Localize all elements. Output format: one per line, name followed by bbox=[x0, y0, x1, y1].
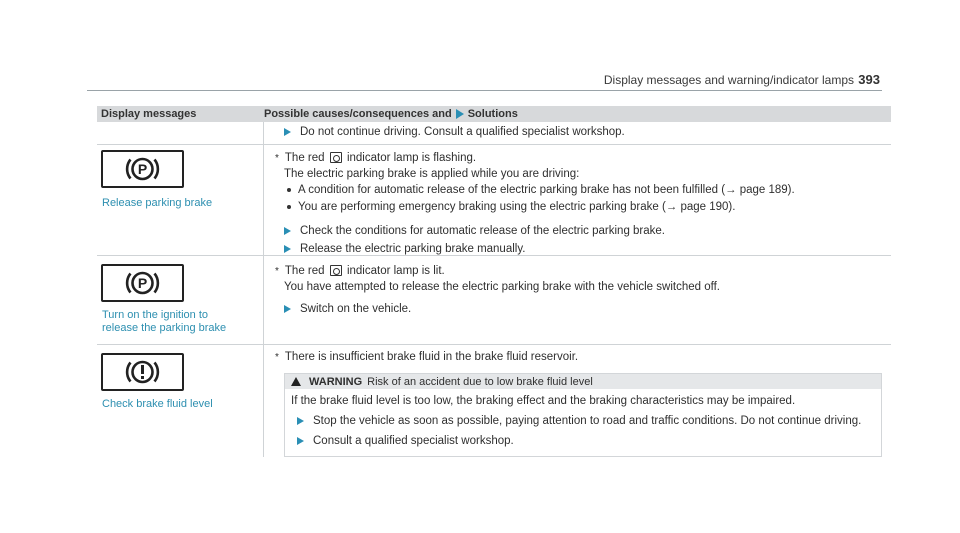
col-header-causes-label: Possible causes/consequences and bbox=[264, 108, 452, 120]
action-item: Check the conditions for automatic release of the electric parking brake. bbox=[284, 225, 665, 237]
warning-subtitle: Risk of an accident due to low brake fluid level bbox=[367, 375, 593, 388]
brake-fluid-exclamation-icon bbox=[101, 353, 184, 391]
table-row bbox=[97, 145, 891, 256]
page-number: 393 bbox=[858, 72, 880, 87]
display-message-cell bbox=[97, 256, 264, 344]
arrow-right-icon bbox=[284, 245, 291, 253]
action-item bbox=[284, 126, 625, 138]
list-item: A condition for automatic release of the electric parking brake has not been fulfilled (→ page 189). bbox=[287, 184, 795, 196]
parking-brake-p-icon bbox=[101, 264, 184, 302]
display-message-caption: release the parking brake bbox=[102, 322, 227, 334]
header-divider bbox=[87, 90, 882, 91]
cause-text: The electric parking brake is applied while you are driving: bbox=[284, 168, 580, 180]
causes-cell bbox=[264, 145, 891, 255]
svg-text:P: P bbox=[137, 161, 148, 177]
table-row bbox=[97, 122, 891, 145]
table-header bbox=[97, 106, 891, 122]
cause-text: * The red indicator lamp is flashing. bbox=[275, 152, 477, 164]
arrow-right-icon bbox=[284, 305, 291, 313]
bullet-dot-icon bbox=[287, 188, 291, 192]
action-item: Release the electric parking brake manually. bbox=[284, 243, 525, 255]
table-row bbox=[97, 256, 891, 345]
warning-box bbox=[284, 373, 882, 457]
action-item: Switch on the vehicle. bbox=[284, 303, 411, 315]
svg-text:P: P bbox=[137, 275, 148, 291]
arrow-right-icon bbox=[284, 227, 291, 235]
col-header-solutions-label: Solutions bbox=[467, 108, 518, 120]
col-header-display-messages: Display messages bbox=[101, 108, 197, 120]
warning-header bbox=[285, 374, 881, 389]
display-message-cell bbox=[97, 122, 264, 144]
parking-brake-p-icon bbox=[330, 152, 342, 163]
display-message-caption: Turn on the ignition to bbox=[102, 309, 208, 321]
col-header-causes bbox=[264, 108, 891, 120]
display-message-cell bbox=[97, 345, 264, 457]
causes-cell bbox=[264, 122, 891, 144]
action-text: Do not continue driving. Consult a qualified specialist workshop. bbox=[300, 126, 625, 138]
bullet-dot-icon bbox=[287, 205, 291, 209]
action-item: Consult a qualified specialist workshop. bbox=[297, 435, 514, 447]
table-row bbox=[97, 345, 891, 457]
warning-title: WARNING bbox=[309, 375, 363, 388]
action-item: Stop the vehicle as soon as possible, paying attention to road and traffic conditions. Do not continue driving. bbox=[297, 415, 861, 427]
causes-cell bbox=[264, 256, 891, 344]
parking-brake-p-icon bbox=[330, 265, 342, 276]
display-message-caption: Release parking brake bbox=[102, 197, 213, 209]
arrow-right-icon bbox=[284, 128, 291, 136]
warning-triangle-icon bbox=[291, 377, 301, 386]
cause-text: You have attempted to release the electric parking brake with the vehicle switched off. bbox=[284, 281, 720, 293]
display-messages-table bbox=[97, 106, 891, 457]
page-header bbox=[0, 0, 960, 90]
arrow-right-icon bbox=[297, 417, 304, 425]
display-message-cell bbox=[97, 145, 264, 255]
list-item: You are performing emergency braking using the electric parking brake (→ page 190). bbox=[287, 201, 735, 213]
causes-cell bbox=[264, 345, 891, 457]
cause-text: * There is insufficient brake fluid in the brake fluid reservoir. bbox=[275, 351, 579, 363]
warning-body: If the brake fluid level is too low, the braking effect and the braking characteristics may be impaired. bbox=[291, 395, 796, 407]
parking-brake-p-icon bbox=[101, 150, 184, 188]
arrow-right-icon bbox=[456, 109, 464, 119]
cause-text: * The red indicator lamp is lit. bbox=[275, 265, 445, 277]
page-title: Display messages and warning/indicator lamps bbox=[603, 73, 854, 87]
display-message-caption: Check brake fluid level bbox=[102, 398, 213, 410]
arrow-right-icon bbox=[297, 437, 304, 445]
